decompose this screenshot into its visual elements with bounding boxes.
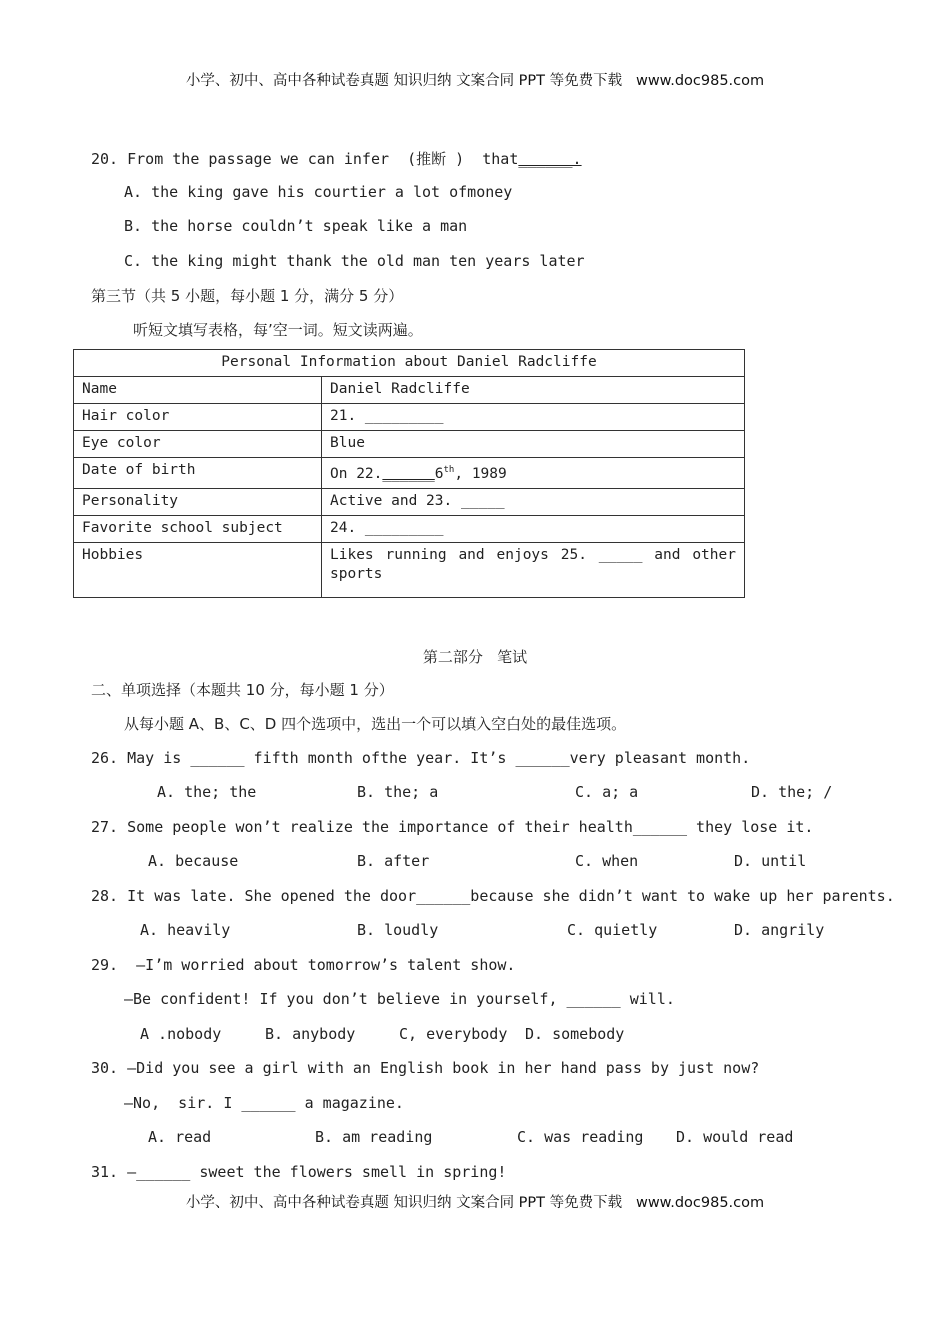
section-3-instruction: 听短文填写表格，每’空一词。短文读两遍。 — [133, 321, 423, 339]
question-29-option-c: C, everybody — [399, 1025, 508, 1043]
page-footer: 小学、初中、高中各种试卷真题 知识归纳 文案合同 PPT 等免费下载 www.doc985.com — [185, 1195, 765, 1211]
question-27-option-d: D. until — [734, 852, 807, 870]
part-2-instruction: 从每小题 A、B、C、D 四个选项中，选出一个可以填入空白处的最佳选项。 — [124, 715, 627, 733]
question-30-option-b: B. am reading — [315, 1128, 433, 1146]
question-28-option-c: C. quietly — [567, 921, 658, 939]
question-26-stem: 26. May is ______ fifth month ofthe year. It’s ______very pleasant month. — [91, 749, 751, 767]
hobby-word: _____ — [598, 546, 643, 563]
question-27-option-a: A. because — [148, 852, 239, 870]
row-value: Daniel Radcliffe — [322, 377, 745, 404]
date-suffix: th — [443, 465, 455, 475]
hobbies-line-1 — [330, 546, 736, 565]
question-29-option-a: A .nobody — [140, 1025, 222, 1043]
question-30-option-a: A. read — [148, 1128, 212, 1146]
table-row — [74, 377, 745, 404]
hobby-word: 25. — [560, 546, 587, 563]
hobby-word: and — [654, 546, 681, 563]
date-year: , 1989 — [454, 465, 507, 482]
question-26-option-d: D. the; / — [751, 783, 833, 801]
question-20-option-c: C. the king might thank the old man ten years later — [124, 252, 585, 270]
question-26-option-b: B. the; a — [357, 783, 439, 801]
question-29-option-b: B. anybody — [265, 1025, 356, 1043]
question-28-option-a: A. heavily — [140, 921, 231, 939]
row-label: Hobbies — [74, 542, 322, 597]
row-value: Blue — [322, 431, 745, 458]
hobby-word: other — [692, 546, 736, 563]
date-prefix: On 22. — [330, 465, 383, 482]
question-27-stem: 27. Some people won’t realize the importance of their health______ they lose it. — [91, 818, 814, 836]
question-30-option-c: C. was reading — [517, 1128, 644, 1146]
row-value-hobbies — [322, 542, 745, 597]
table-title: Personal Information about Daniel Radcliffe — [74, 350, 745, 377]
table-row — [74, 515, 745, 542]
question-27-option-c: C. when — [575, 852, 639, 870]
table-row — [74, 542, 745, 597]
page-header: 小学、初中、高中各种试卷真题 知识归纳 文案合同 PPT 等免费下载 www.doc985.com — [185, 73, 765, 89]
hobby-word: Likes — [330, 546, 374, 563]
row-label: Name — [74, 377, 322, 404]
question-28-option-b: B. loudly — [357, 921, 439, 939]
personal-info-table — [73, 349, 745, 598]
row-label: Eye color — [74, 431, 322, 458]
part-2-title: 第二部分 笔试 — [422, 648, 528, 666]
question-28-stem: 28. It was late. She opened the door______because she didn’t want to wake up her parents. — [91, 887, 895, 905]
question-27-option-b: B. after — [357, 852, 430, 870]
date-blank: ______ — [382, 465, 435, 482]
row-value-date — [322, 458, 745, 489]
question-26-option-a: A. the; the — [157, 783, 257, 801]
row-value: 21. _________ — [322, 404, 745, 431]
row-label: Date of birth — [74, 458, 322, 489]
table-row — [74, 488, 745, 515]
table-row — [74, 404, 745, 431]
question-20-option-a: A. the king gave his courtier a lot ofmoney — [124, 183, 513, 201]
question-28-option-d: D. angrily — [734, 921, 825, 939]
question-30-line-1: 30. —Did you see a girl with an English book in her hand pass by just now? — [91, 1059, 760, 1077]
question-31-stem: 31. —______ sweet the flowers smell in spring! — [91, 1163, 507, 1181]
question-20-stem: 20. From the passage we can infer (推断 ) that — [91, 150, 519, 168]
table-row — [74, 458, 745, 489]
row-value: Active and 23. _____ — [322, 488, 745, 515]
row-value: 24. _________ — [322, 515, 745, 542]
row-label: Hair color — [74, 404, 322, 431]
row-label: Favorite school subject — [74, 515, 322, 542]
table-title-row — [74, 350, 745, 377]
question-20-option-b: B. the horse couldn’t speak like a man — [124, 217, 468, 235]
row-label: Personality — [74, 488, 322, 515]
hobby-word: running — [385, 546, 447, 563]
question-29-line-1: 29. —I’m worried about tomorrow’s talent show. — [91, 956, 516, 974]
question-20-blank: ______. — [518, 150, 582, 168]
question-30-line-2: —No, sir. I ______ a magazine. — [124, 1094, 404, 1112]
hobby-word: enjoys — [496, 546, 549, 563]
table-row — [74, 431, 745, 458]
question-29-line-2: —Be confident! If you don’t believe in yourself, ______ will. — [124, 990, 675, 1008]
section-3-title: 第三节（共 5 小题，每小题 1 分，满分 5 分） — [91, 287, 404, 305]
question-26-option-c: C. a; a — [575, 783, 639, 801]
question-30-option-d: D. would read — [676, 1128, 794, 1146]
question-29-option-d: D. somebody — [525, 1025, 625, 1043]
question-20 — [91, 148, 582, 169]
part-2-section-title: 二、单项选择（本题共 10 分，每小题 1 分） — [91, 681, 394, 699]
hobbies-line-2: sports — [330, 565, 383, 582]
hobby-word: and — [458, 546, 485, 563]
date-day: 6 — [434, 465, 444, 482]
